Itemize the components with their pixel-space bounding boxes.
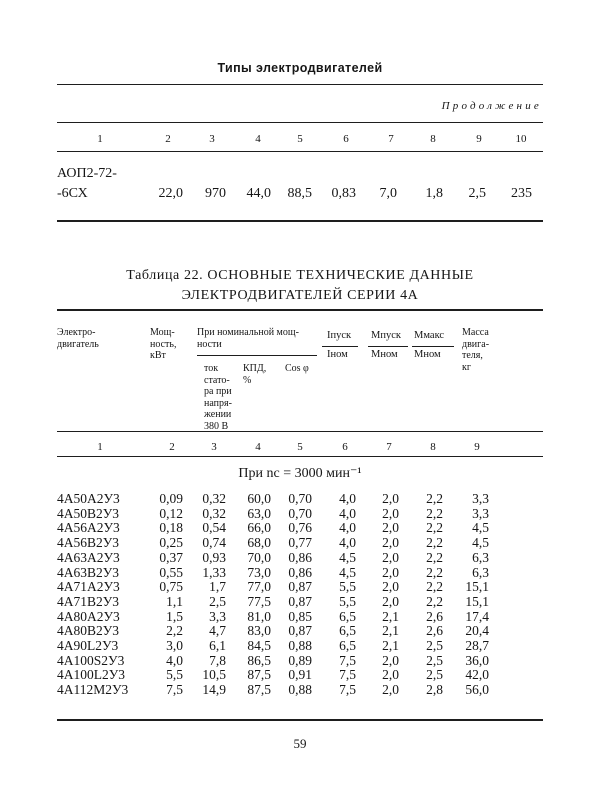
motor-name: -6СХ xyxy=(57,186,88,201)
cell: 2,0 xyxy=(382,593,399,609)
column-number: 7 xyxy=(388,133,394,145)
cell: 4,0 xyxy=(166,652,183,668)
cell: 87,5 xyxy=(247,682,271,698)
cell: 2,1 xyxy=(382,608,399,624)
column-number: 6 xyxy=(343,133,349,145)
cell: 14,9 xyxy=(202,682,226,698)
cell: 0,70 xyxy=(288,505,312,521)
fraction-line xyxy=(412,346,454,347)
header-mnom: Mном xyxy=(371,349,398,360)
cell: 4,5 xyxy=(472,520,489,536)
cell: 2,2 xyxy=(166,623,183,639)
cell: 0,87 xyxy=(288,623,312,639)
cell: 1,5 xyxy=(166,608,183,624)
cell: 2,0 xyxy=(382,505,399,521)
cell: 2,2 xyxy=(426,549,443,565)
cell: 2,0 xyxy=(382,667,399,683)
cell: 4,0 xyxy=(339,505,356,521)
cell: 3,3 xyxy=(472,505,489,521)
cell: 68,0 xyxy=(247,535,271,551)
cell: 2,5 xyxy=(426,638,443,653)
cell: 3,3 xyxy=(472,491,489,506)
cell: 2,0 xyxy=(382,579,399,595)
column-number: 1 xyxy=(97,441,103,453)
cell: 63,0 xyxy=(247,505,271,521)
cell: 7,8 xyxy=(209,652,226,668)
header-ipusk: Iпуск xyxy=(327,330,352,341)
column-number: 5 xyxy=(297,133,303,145)
cell: 7,0 xyxy=(379,186,397,201)
motor-type: 4А80А2У3 xyxy=(57,608,120,624)
header-mass: Масса двига- теля, кг xyxy=(462,327,490,373)
cell: 2,2 xyxy=(426,564,443,580)
cell: 73,0 xyxy=(247,564,271,580)
cell: 0,32 xyxy=(202,505,226,521)
cell: 0,74 xyxy=(202,535,226,551)
cell: 0,83 xyxy=(331,186,356,201)
cell: 0,87 xyxy=(288,593,312,609)
cell: 1,7 xyxy=(209,579,226,595)
cell: 4,0 xyxy=(339,491,356,506)
cell: 0,12 xyxy=(159,505,183,521)
table22-caption: Таблица 22. ОСНОВНЫЕ ТЕХНИЧЕСКИЕ ДАННЫЕ xyxy=(126,268,474,283)
rule xyxy=(57,309,543,311)
motor-type: 4А56А2У3 xyxy=(57,520,120,536)
cell: 20,4 xyxy=(465,623,489,639)
cell: 7,5 xyxy=(339,667,356,683)
cell: 15,1 xyxy=(465,593,489,609)
header-inom: Iном xyxy=(327,349,348,360)
cell: 6,3 xyxy=(472,549,489,565)
cell: 0,18 xyxy=(159,520,183,536)
cell: 0,87 xyxy=(288,579,312,595)
cell: 2,6 xyxy=(426,608,443,624)
table21-title: Типы электродвигателей xyxy=(217,61,383,75)
column-number: 2 xyxy=(165,133,171,145)
column-number: 4 xyxy=(255,133,261,145)
cell: 0,55 xyxy=(159,564,183,580)
cell: 2,0 xyxy=(382,491,399,506)
column-number: 1 xyxy=(97,133,103,145)
header-nominal: При номинальной мощ- ности xyxy=(197,327,299,350)
continuation-label: Продолжение xyxy=(441,100,542,112)
cell: 66,0 xyxy=(247,520,271,536)
cell: 60,0 xyxy=(247,491,271,506)
motor-name: АОП2-72- xyxy=(57,166,117,181)
cell: 4,0 xyxy=(339,520,356,536)
cell: 2,0 xyxy=(382,535,399,551)
cell: 88,5 xyxy=(287,186,312,201)
cell: 6,1 xyxy=(209,638,226,653)
column-number: 3 xyxy=(209,133,215,145)
cell: 0,91 xyxy=(288,667,312,683)
cell: 2,1 xyxy=(382,623,399,639)
fraction-line xyxy=(368,346,408,347)
cell: 42,0 xyxy=(465,667,489,683)
rule xyxy=(57,220,543,222)
rule xyxy=(57,719,543,721)
cell: 0,86 xyxy=(288,549,312,565)
header-power: Мощ- ность, кВт xyxy=(150,327,177,361)
cell: 0,70 xyxy=(288,491,312,506)
column-number: 9 xyxy=(474,441,480,453)
column-number: 7 xyxy=(386,441,392,453)
motor-type: 4А56В2У3 xyxy=(57,535,120,551)
fraction-line xyxy=(322,346,358,347)
column-number: 6 xyxy=(342,441,348,453)
motor-type: 4А50В2У3 xyxy=(57,505,120,521)
cell: 44,0 xyxy=(246,186,271,201)
header-current: ток стато- ра при напря- жении 380 В xyxy=(204,363,232,432)
cell: 86,5 xyxy=(247,652,271,668)
column-number: 2 xyxy=(169,441,175,453)
cell: 0,25 xyxy=(159,535,183,551)
cell: 5,5 xyxy=(339,579,356,595)
speed-subheading: При nс = 3000 мин⁻¹ xyxy=(238,466,362,481)
header-cos: Cos φ xyxy=(285,363,309,374)
rule xyxy=(57,122,543,123)
cell: 2,2 xyxy=(426,505,443,521)
cell: 5,5 xyxy=(166,667,183,683)
cell: 0,32 xyxy=(202,491,226,506)
cell: 1,1 xyxy=(166,593,183,609)
rule xyxy=(57,84,543,85)
cell: 0,54 xyxy=(202,520,226,536)
cell: 2,1 xyxy=(382,638,399,653)
cell: 0,37 xyxy=(159,549,183,565)
cell: 2,5 xyxy=(426,667,443,683)
cell: 6,5 xyxy=(339,638,356,653)
cell: 17,4 xyxy=(465,608,489,624)
cell: 2,2 xyxy=(426,491,443,506)
cell: 7,5 xyxy=(339,682,356,698)
cell: 6,3 xyxy=(472,564,489,580)
cell: 4,0 xyxy=(339,535,356,551)
cell: 4,7 xyxy=(209,623,226,639)
cell: 0,88 xyxy=(288,682,312,698)
cell: 7,5 xyxy=(339,652,356,668)
column-number: 8 xyxy=(430,133,436,145)
motor-type: 4А90L2У3 xyxy=(57,638,119,653)
motor-type: 4А63В2У3 xyxy=(57,564,120,580)
motor-type: 4А80В2У3 xyxy=(57,623,120,639)
cell: 3,0 xyxy=(166,638,183,653)
column-number: 10 xyxy=(515,133,527,145)
cell: 3,3 xyxy=(209,608,226,624)
cell: 0,76 xyxy=(288,520,312,536)
cell: 22,0 xyxy=(158,186,183,201)
cell: 970 xyxy=(205,186,226,201)
motor-type: 4А50А2У3 xyxy=(57,491,120,506)
cell: 77,0 xyxy=(247,579,271,595)
cell: 2,2 xyxy=(426,520,443,536)
cell: 83,0 xyxy=(247,623,271,639)
column-number: 8 xyxy=(430,441,436,453)
cell: 2,0 xyxy=(382,652,399,668)
cell: 1,8 xyxy=(425,186,443,201)
cell: 2,5 xyxy=(209,593,226,609)
cell: 77,5 xyxy=(247,593,271,609)
column-number: 9 xyxy=(476,133,482,145)
cell: 2,6 xyxy=(426,623,443,639)
cell: 2,0 xyxy=(382,682,399,698)
motor-type: 4А100S2У3 xyxy=(57,652,125,668)
page-number: 59 xyxy=(293,736,307,751)
cell: 0,75 xyxy=(159,579,183,595)
cell: 235 xyxy=(511,186,532,201)
motor-type: 4А71В2У3 xyxy=(57,593,120,609)
cell: 28,7 xyxy=(465,638,489,653)
cell: 56,0 xyxy=(465,682,489,698)
header-mpusk: Mпуск xyxy=(371,330,401,341)
motor-type: 4А71А2У3 xyxy=(57,579,120,595)
cell: 0,09 xyxy=(159,491,183,506)
cell: 84,5 xyxy=(247,638,271,653)
cell: 0,77 xyxy=(288,535,312,551)
cell: 10,5 xyxy=(202,667,226,683)
rule xyxy=(57,456,543,457)
motor-type: 4А63А2У3 xyxy=(57,549,120,565)
column-number: 5 xyxy=(297,441,303,453)
column-number: 3 xyxy=(211,441,217,453)
cell: 0,85 xyxy=(288,608,312,624)
rule xyxy=(57,151,543,152)
cell: 5,5 xyxy=(339,593,356,609)
cell: 4,5 xyxy=(339,549,356,565)
cell: 70,0 xyxy=(247,549,271,565)
cell: 6,5 xyxy=(339,623,356,639)
cell: 2,0 xyxy=(382,564,399,580)
header-mmax: Mмакс xyxy=(414,330,445,341)
cell: 2,2 xyxy=(426,579,443,595)
header-motor: Электро- двигатель xyxy=(57,327,99,350)
cell: 4,5 xyxy=(339,564,356,580)
cell: 1,33 xyxy=(202,564,226,580)
cell: 6,5 xyxy=(339,608,356,624)
column-number: 4 xyxy=(255,441,261,453)
cell: 87,5 xyxy=(247,667,271,683)
rule xyxy=(197,355,317,356)
cell: 2,2 xyxy=(426,593,443,609)
table22-caption: ЭЛЕКТРОДВИГАТЕЛЕЙ СЕРИИ 4А xyxy=(181,288,419,303)
cell: 15,1 xyxy=(465,579,489,595)
cell: 2,0 xyxy=(382,520,399,536)
cell: 0,88 xyxy=(288,638,312,653)
cell: 2,2 xyxy=(426,535,443,551)
header-mnom: Mном xyxy=(414,349,441,360)
cell: 0,86 xyxy=(288,564,312,580)
cell: 2,5 xyxy=(468,186,486,201)
cell: 2,0 xyxy=(382,549,399,565)
cell: 2,8 xyxy=(426,682,443,698)
cell: 7,5 xyxy=(166,682,183,698)
cell: 0,93 xyxy=(202,549,226,565)
cell: 2,5 xyxy=(426,652,443,668)
rule xyxy=(57,431,543,432)
motor-type: 4А100L2У3 xyxy=(57,667,126,683)
cell: 0,89 xyxy=(288,652,312,668)
motor-type: 4А112М2У3 xyxy=(57,682,129,698)
cell: 36,0 xyxy=(465,652,489,668)
cell: 81,0 xyxy=(247,608,271,624)
header-efficiency: КПД, % xyxy=(243,363,267,386)
cell: 4,5 xyxy=(472,535,489,551)
